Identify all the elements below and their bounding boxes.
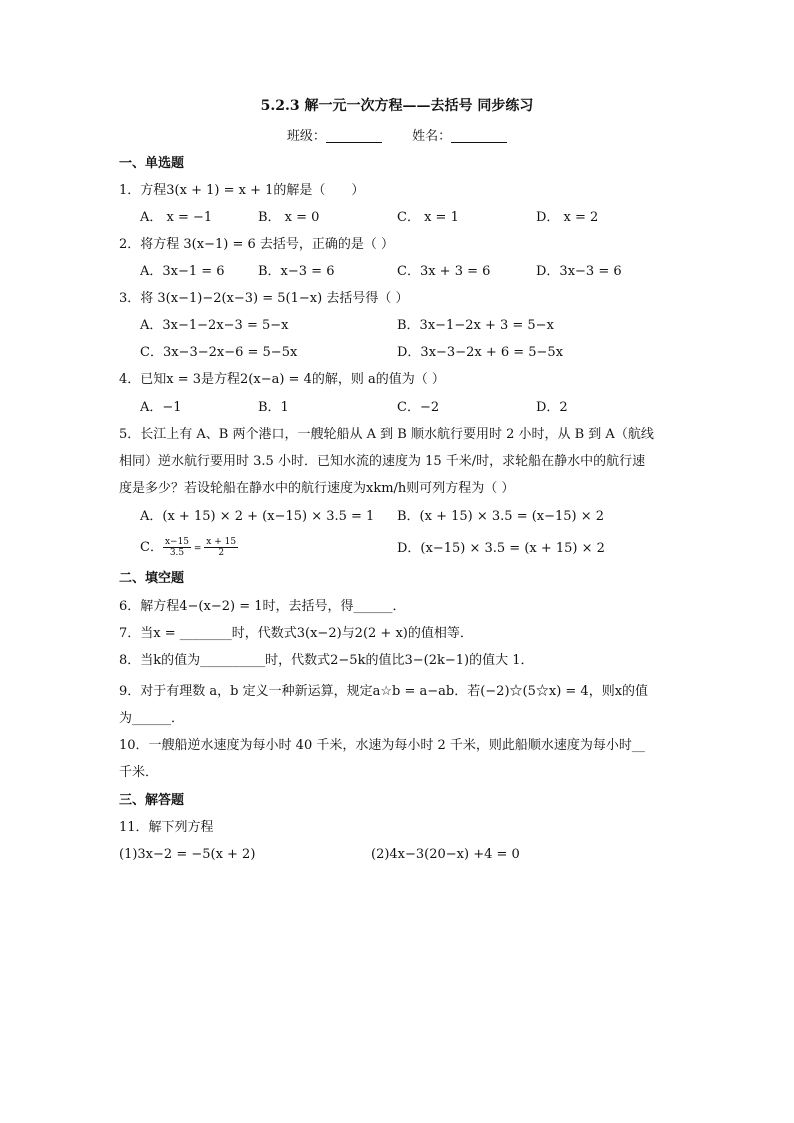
q3-option-d[interactable]: D．3x−3−2x + 6 = 5−5x bbox=[397, 345, 564, 360]
q6-text: 6．解方程4−(x−2) = 1时，去括号，得______． bbox=[119, 599, 406, 614]
q5-option-b[interactable]: B．(x + 15) × 3.5 = (x−15) × 2 bbox=[397, 509, 605, 524]
q2-stem: 2．将方程 3(x−1) = 6 去括号，正确的是（ ） bbox=[119, 237, 395, 252]
name-blank[interactable] bbox=[451, 128, 507, 143]
q5-equals: = bbox=[191, 544, 205, 554]
q11-stem: 11．解下列方程 bbox=[119, 820, 214, 835]
q9-line1: 9．对于有理数 a，b 定义一种新运算，规定a☆b = a−ab．若(−2)☆(5☆x) = 4，则x的值 bbox=[119, 684, 649, 699]
student-info bbox=[0, 128, 794, 146]
q9-line2: 为______． bbox=[119, 711, 185, 726]
q3-option-b[interactable]: B．3x−1−2x + 3 = 5−x bbox=[397, 318, 554, 333]
q4-option-c[interactable]: C．−2 bbox=[397, 400, 440, 415]
q5-option-d[interactable]: D．(x−15) × 3.5 = (x + 15) × 2 bbox=[397, 541, 605, 556]
q7-text: 7．当x = ________时，代数式3(x−2)与2(2 + x)的值相等． bbox=[119, 626, 473, 641]
q5-option-c-label: C． bbox=[140, 540, 163, 555]
q5-fraction-2 bbox=[204, 537, 238, 558]
q4-option-a[interactable]: A．−1 bbox=[140, 400, 182, 415]
q5-stem-line1: 5．长江上有 A、B 两个港口，一艘轮船从 A 到 B 顺水航行要用时 2 小时，从 B 到 A（航线 bbox=[119, 427, 654, 442]
q1-option-d[interactable]: D． x = 2 bbox=[536, 210, 599, 225]
q1-option-c[interactable]: C． x = 1 bbox=[397, 210, 459, 225]
name-label: 姓名： bbox=[412, 129, 452, 144]
class-label: 班级： bbox=[286, 129, 326, 144]
q5-frac1-denominator: 3.5 bbox=[169, 548, 185, 558]
q2-option-d[interactable]: D．3x−3 = 6 bbox=[536, 264, 622, 279]
q4-option-d[interactable]: D．2 bbox=[536, 400, 568, 415]
q5-option-a[interactable]: A．(x + 15) × 2 + (x−15) × 3.5 = 1 bbox=[140, 509, 375, 524]
section-solve: 三、解答题 bbox=[119, 793, 185, 808]
section-fill-blank: 二、填空题 bbox=[119, 571, 185, 586]
q3-option-a[interactable]: A．3x−1−2x−3 = 5−x bbox=[140, 318, 289, 333]
q10-line1: 10．一艘船逆水速度为每小时 40 千米，水速为每小时 2 千米，则此船顺水速度为每小时__ bbox=[119, 738, 645, 753]
section-single-choice: 一、单选题 bbox=[119, 156, 185, 171]
q5-frac2-numerator: x + 15 bbox=[206, 537, 237, 547]
q5-frac1-numerator: x−15 bbox=[164, 537, 190, 547]
q4-option-b[interactable]: B．1 bbox=[258, 400, 289, 415]
q10-line2: 千米． bbox=[119, 765, 159, 780]
q11-part1: (1)3x−2 = −5(x + 2) bbox=[119, 847, 256, 862]
q2-option-b[interactable]: B．x−3 = 6 bbox=[258, 264, 335, 279]
q1-stem: 1．方程3(x + 1) = x + 1的解是（ ） bbox=[119, 183, 365, 198]
q3-stem: 3．将 3(x−1)−2(x−3) = 5(1−x) 去括号得（ ） bbox=[119, 291, 409, 306]
q5-stem-line2: 相同）逆水航行要用时 3.5 小时．已知水流的速度为 15 千米/时，求轮船在静水中的航行速 bbox=[119, 454, 646, 469]
q2-option-a[interactable]: A．3x−1 = 6 bbox=[140, 264, 225, 279]
q11-part2: (2)4x−3(20−x) +4 = 0 bbox=[371, 847, 520, 862]
q8-text: 8．当k的值为__________时，代数式2−5k的值比3−(2k−1)的值大 1． bbox=[119, 653, 534, 668]
q5-option-c[interactable] bbox=[140, 536, 238, 561]
q1-option-a[interactable]: A． x = −1 bbox=[140, 210, 213, 225]
q2-option-c[interactable]: C．3x + 3 = 6 bbox=[397, 264, 491, 279]
q5-frac2-denominator: 2 bbox=[218, 548, 225, 558]
q4-stem: 4．已知x = 3是方程2(x−a) = 4的解，则 a的值为（ ） bbox=[119, 372, 445, 387]
page-title: 5.2.3 解一元一次方程——去括号 同步练习 bbox=[260, 98, 534, 114]
q5-fraction-1 bbox=[163, 537, 191, 558]
q5-stem-line3: 度是多少？若设轮船在静水中的航行速度为xkm/h则可列方程为（ ） bbox=[119, 481, 515, 496]
q1-option-b[interactable]: B． x = 0 bbox=[258, 210, 320, 225]
class-blank[interactable] bbox=[326, 128, 382, 143]
q3-option-c[interactable]: C．3x−3−2x−6 = 5−5x bbox=[140, 345, 298, 360]
